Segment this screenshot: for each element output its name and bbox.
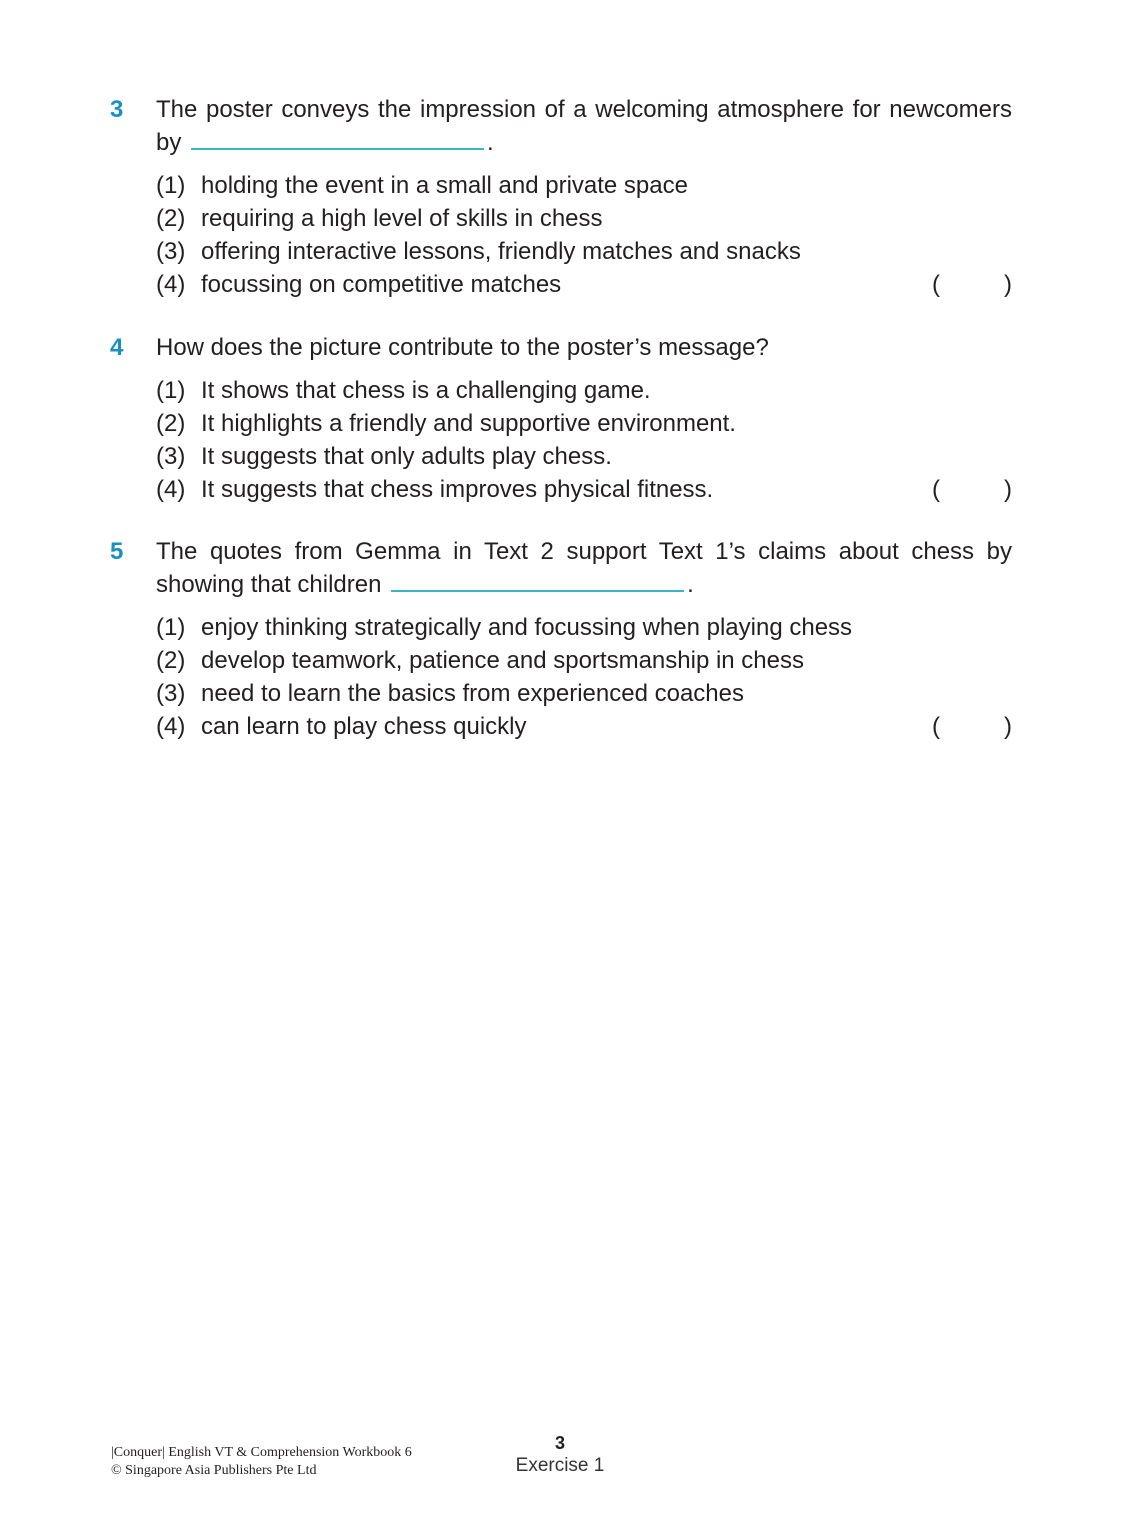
stem-end: . (487, 129, 494, 156)
option-label: (1) (156, 172, 186, 199)
footer-page-info (500, 1432, 620, 1478)
option[interactable] (156, 202, 1012, 235)
option-text: can learn to play chess quickly (201, 713, 527, 740)
option-label: (2) (156, 205, 186, 232)
option-label: (1) (156, 614, 186, 641)
option-label: (3) (156, 238, 186, 265)
question-4 (110, 331, 1012, 506)
paren-open: ( (932, 271, 940, 298)
option-label: (1) (156, 377, 186, 404)
option-text: develop teamwork, patience and sportsmanship in chess (201, 647, 804, 674)
answer-box[interactable] (932, 268, 1012, 301)
options-list (156, 374, 1012, 506)
option-text: need to learn the basics from experienced coaches (201, 680, 744, 707)
option-label: (4) (156, 713, 186, 740)
option-text: offering interactive lessons, friendly matches and snacks (201, 238, 801, 265)
option[interactable] (156, 374, 1012, 407)
option[interactable] (156, 407, 1012, 440)
stem-end: . (687, 571, 694, 598)
options-list (156, 611, 1012, 743)
option-text: requiring a high level of skills in chess (201, 205, 603, 232)
option-label: (4) (156, 476, 186, 503)
option-label: (2) (156, 647, 186, 674)
option-label: (4) (156, 271, 186, 298)
option[interactable] (156, 235, 1012, 268)
question-number: 5 (110, 538, 124, 565)
copyright: © Singapore Asia Publishers Pte Ltd (111, 1463, 317, 1478)
option-text: enjoy thinking strategically and focussing when playing chess (201, 614, 853, 641)
options-list (156, 169, 1012, 301)
question-number: 4 (110, 334, 124, 361)
question-5 (110, 535, 1012, 743)
paren-open: ( (932, 713, 940, 740)
option[interactable] (156, 473, 1012, 506)
paren-open: ( (932, 476, 940, 503)
option-label: (3) (156, 680, 186, 707)
answer-blank[interactable] (391, 568, 684, 592)
section-label: Exercise 1 (515, 1455, 605, 1476)
stem-text: The quotes from Gemma in Text 2 support Text 1’s claims about chess by showing that children (156, 538, 1012, 598)
option[interactable] (156, 710, 1012, 743)
paren-close: ) (1004, 476, 1012, 503)
answer-blank[interactable] (191, 126, 484, 150)
paren-close: ) (1004, 713, 1012, 740)
stem-text: The poster conveys the impression of a welcoming atmosphere for newcomers by (156, 96, 1012, 156)
question-stem: How does the picture contribute to the poster’s message? (156, 334, 769, 361)
option-label: (2) (156, 410, 186, 437)
option[interactable] (156, 169, 1012, 202)
answer-box[interactable] (932, 473, 1012, 506)
book-title: |Conquer| English VT & Comprehension Workbook 6 (111, 1445, 412, 1460)
option-text: It suggests that chess improves physical fitness. (201, 476, 714, 503)
option[interactable] (156, 677, 1012, 710)
question-stem (156, 535, 1012, 601)
option-label: (3) (156, 443, 186, 470)
option-text: focussing on competitive matches (201, 271, 562, 298)
footer-credits (111, 1444, 412, 1480)
option-text: It shows that chess is a challenging game. (201, 377, 651, 404)
page-number: 3 (554, 1433, 565, 1453)
question-number: 3 (110, 96, 124, 123)
option[interactable] (156, 611, 1012, 644)
answer-box[interactable] (932, 710, 1012, 743)
paren-close: ) (1004, 271, 1012, 298)
option-text: It suggests that only adults play chess. (201, 443, 612, 470)
option-text: holding the event in a small and private space (201, 172, 688, 199)
option[interactable] (156, 644, 1012, 677)
option[interactable] (156, 268, 1012, 301)
question-3 (110, 93, 1012, 301)
option[interactable] (156, 440, 1012, 473)
question-stem (156, 93, 1012, 159)
option-text: It highlights a friendly and supportive environment. (201, 410, 736, 437)
